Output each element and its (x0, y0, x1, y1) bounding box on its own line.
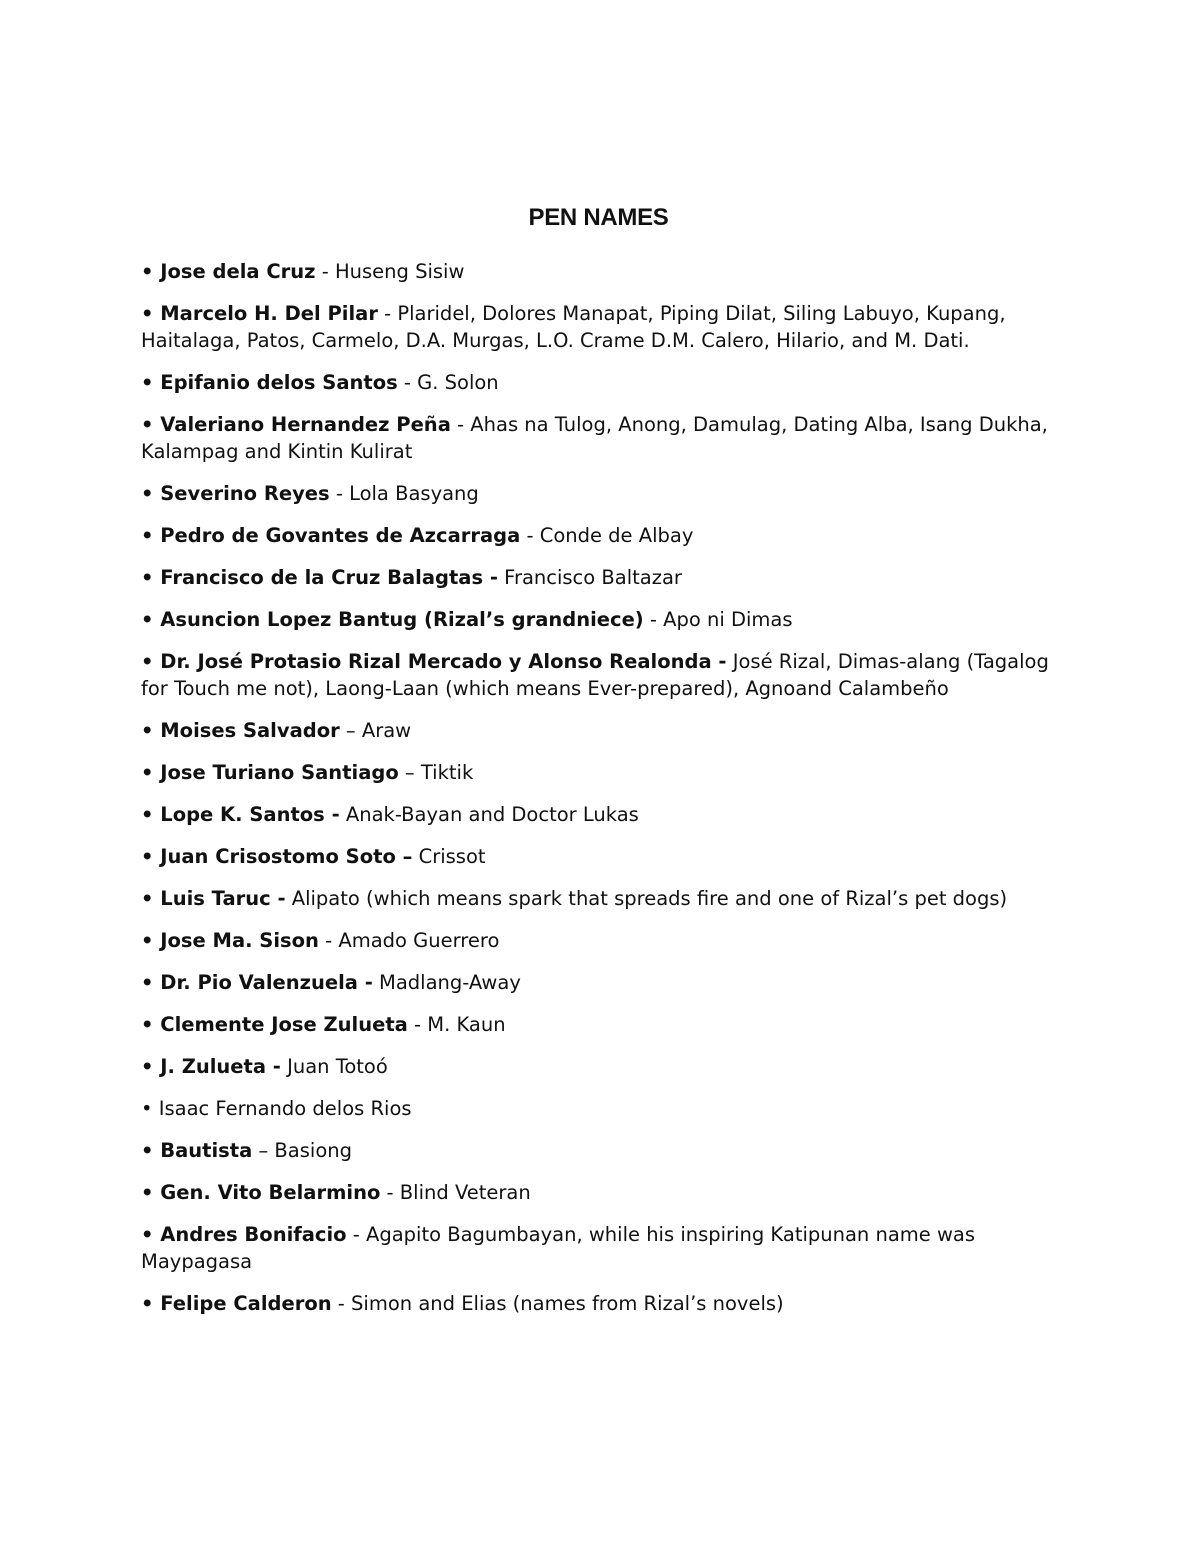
pen-name: Amado Guerrero (338, 929, 500, 952)
pen-name: Juan Totoó (287, 1055, 388, 1078)
pen-name: Apo ni Dimas (663, 608, 793, 631)
list-item (141, 969, 1056, 996)
pen-name: Blind Veteran (399, 1181, 531, 1204)
pen-name: M. Kaun (427, 1013, 506, 1036)
pen-name: Isaac Fernando delos Rios (158, 1097, 412, 1120)
bullet: • (141, 371, 161, 394)
list-item (141, 717, 1056, 744)
separator: – (398, 761, 421, 784)
bullet: • (141, 524, 161, 547)
list-item (141, 369, 1056, 396)
pen-name: Madlang-Away (379, 971, 521, 994)
bullet: • (141, 761, 161, 784)
author-name: Jose Ma. Sison (160, 929, 319, 952)
bullet: • (141, 1139, 161, 1162)
pen-name: Tiktik (420, 761, 474, 784)
bullet: • (141, 1181, 161, 1204)
separator: - (643, 608, 664, 631)
pen-name: Plaridel, Dolores Manapat, Piping Dilat, Siling Labuyo, Kupang, Haitalaga, Patos, Carmelo, D.A. Murgas, L.O. Crame D.M. Calero, Hilario, and M. Dati. (141, 302, 1006, 352)
bullet: • (141, 803, 161, 826)
author-name: Valeriano Hernandez Peña (160, 413, 451, 436)
list-item (141, 564, 1056, 591)
pen-name: Ahas na Tulog, Anong, Damulag, Dating Alba, Isang Dukha, Kalampag and Kintin Kulirat (141, 413, 1048, 463)
list-item (141, 648, 1056, 702)
separator: – (339, 719, 362, 742)
list-item (141, 843, 1056, 870)
list-item (141, 801, 1056, 828)
author-name: Bautista (160, 1139, 253, 1162)
author-name: Francisco de la Cruz Balagtas - (160, 566, 498, 589)
author-name: Andres Bonifacio (160, 1223, 347, 1246)
document-page (141, 200, 1056, 1332)
author-name: Severino Reyes (160, 482, 330, 505)
list-item (141, 1053, 1056, 1080)
bullet: • (141, 1013, 161, 1036)
bullet: • (141, 1097, 159, 1120)
list-item (141, 300, 1056, 354)
pen-names-list (141, 258, 1056, 1317)
author-name: Moises Salvador (160, 719, 340, 742)
author-name: J. Zulueta - (160, 1055, 281, 1078)
list-item (141, 1137, 1056, 1164)
bullet: • (141, 1292, 161, 1315)
author-name: Epifanio delos Santos (160, 371, 398, 394)
author-name: Jose Turiano Santiago (160, 761, 399, 784)
separator: - (407, 1013, 428, 1036)
separator: - (318, 929, 339, 952)
author-name: Clemente Jose Zulueta (160, 1013, 408, 1036)
list-item (141, 759, 1056, 786)
list-item (141, 480, 1056, 507)
bullet: • (141, 302, 161, 325)
author-name: Gen. Vito Belarmino (160, 1181, 381, 1204)
list-item (141, 606, 1056, 633)
list-item (141, 885, 1056, 912)
author-name: Jose dela Cruz (160, 260, 316, 283)
separator: - (346, 1223, 366, 1246)
page-title: PEN NAMES (528, 204, 669, 231)
list-item (141, 411, 1056, 465)
bullet: • (141, 1223, 161, 1246)
author-name: Juan Crisostomo Soto – (160, 845, 413, 868)
separator: - (380, 1181, 400, 1204)
separator: - (450, 413, 471, 436)
bullet: • (141, 971, 161, 994)
list-item (141, 1179, 1056, 1206)
separator: - (397, 371, 418, 394)
bullet: • (141, 719, 161, 742)
author-name: Dr. José Protasio Rizal Mercado y Alonso Realonda - (160, 650, 727, 673)
pen-name: Anak-Bayan and Doctor Lukas (345, 803, 639, 826)
pen-name: Basiong (274, 1139, 352, 1162)
bullet: • (141, 566, 161, 589)
list-item (141, 258, 1056, 285)
pen-name: Conde de Albay (539, 524, 694, 547)
pen-name: José Rizal, Dimas-alang (Tagalog for Touch me not), Laong-Laan (which means Ever-prepared), Agnoand Calambeño (141, 650, 1049, 700)
separator: - (329, 482, 350, 505)
author-name: Felipe Calderon (160, 1292, 332, 1315)
bullet: • (141, 413, 161, 436)
bullet: • (141, 929, 161, 952)
bullet: • (141, 260, 161, 283)
separator: - (520, 524, 540, 547)
pen-name: Crissot (418, 845, 486, 868)
bullet: • (141, 608, 161, 631)
author-name: Luis Taruc - (160, 887, 286, 910)
bullet: • (141, 845, 161, 868)
bullet: • (141, 1055, 161, 1078)
list-item (141, 1221, 1056, 1275)
pen-name: Simon and Elias (names from Rizal’s novels) (351, 1292, 784, 1315)
author-name: Marcelo H. Del Pilar (160, 302, 378, 325)
pen-name: Araw (361, 719, 412, 742)
pen-name: Francisco Baltazar (504, 566, 682, 589)
list-item (141, 927, 1056, 954)
bullet: • (141, 650, 161, 673)
pen-name: Huseng Sisiw (334, 260, 465, 283)
author-name: Asuncion Lopez Bantug (Rizal’s grandniece) (160, 608, 644, 631)
separator: - (315, 260, 335, 283)
separator: - (377, 302, 398, 325)
author-name: Pedro de Govantes de Azcarraga (160, 524, 521, 547)
pen-name: Lola Basyang (349, 482, 479, 505)
list-item (141, 1011, 1056, 1038)
list-item (141, 1095, 1056, 1122)
author-name: Lope K. Santos - (160, 803, 340, 826)
list-item (141, 1290, 1056, 1317)
bullet: • (141, 482, 161, 505)
pen-name: Alipato (which means spark that spreads fire and one of Rizal’s pet dogs) (291, 887, 1008, 910)
author-name: Dr. Pio Valenzuela - (160, 971, 373, 994)
bullet: • (141, 887, 161, 910)
separator: - (331, 1292, 352, 1315)
pen-name: G. Solon (417, 371, 499, 394)
pen-name: Agapito Bagumbayan, while his inspiring Katipunan name was Maypagasa (141, 1223, 976, 1273)
list-item (141, 522, 1056, 549)
separator: – (252, 1139, 275, 1162)
